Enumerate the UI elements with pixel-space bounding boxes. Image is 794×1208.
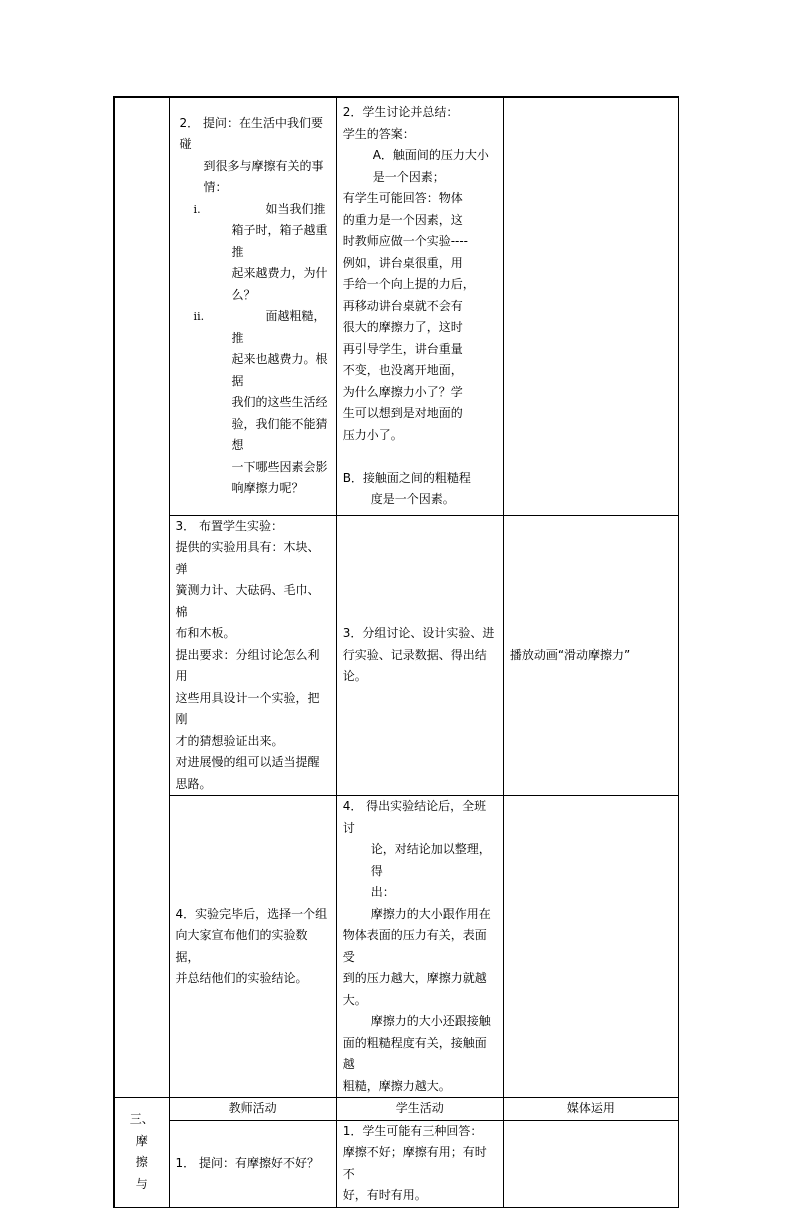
media-text: 播放动画“滑动摩擦力” xyxy=(509,647,631,662)
item-text: 验，我们能不能猜想 xyxy=(231,416,328,453)
section-title-char: 摩 xyxy=(135,1133,148,1148)
cell-line: 布和木板。 xyxy=(175,626,236,640)
student-activity-cell xyxy=(336,1120,503,1207)
cell-line: 才的猜想验证出来。 xyxy=(175,733,284,748)
table-row xyxy=(114,515,679,796)
question-text: 到很多与摩擦有关的事 xyxy=(203,158,324,173)
option-b: B．接触面之间的粗糙程 xyxy=(342,470,471,485)
media-cell xyxy=(503,515,678,796)
cell-line: 3．分组讨论、设计实验、进 xyxy=(342,626,495,640)
cell-line: 簧测力计、大砝码、毛巾、棉 xyxy=(175,583,320,619)
cell-line: 物体表面的压力有关，表面受 xyxy=(342,928,487,964)
roman-label: ii. xyxy=(193,310,205,324)
section-cell-empty xyxy=(114,97,169,1098)
item-text: 面越粗糙，推 xyxy=(231,309,326,345)
cell-line: 向大家宣布他们的实验数据， xyxy=(175,928,308,964)
lesson-plan-table xyxy=(113,96,679,1208)
paragraph-line: 压力小了。 xyxy=(342,427,403,442)
header-student-activity: 学生活动 xyxy=(336,1098,503,1121)
item-text: 起来也越费力。根据 xyxy=(231,352,328,388)
cell-line: 论，对结论加以整理，得 xyxy=(370,842,491,878)
item-text: 如当我们推 xyxy=(265,201,326,216)
roman-label: i. xyxy=(193,202,201,216)
item-text: 一下哪些因素会影 xyxy=(231,459,328,474)
cell-line: 3． 布置学生实验： xyxy=(175,518,283,533)
option-a: 是一个因素； xyxy=(372,169,445,184)
paragraph-line: 生可以想到是对地面的 xyxy=(342,406,463,420)
cell-line: 并总结他们的实验结论。 xyxy=(175,971,308,985)
table-row xyxy=(114,796,679,1098)
cell-line: 1． 提问：有摩擦好不好？ xyxy=(175,1155,319,1170)
question-text: 情： xyxy=(203,180,228,195)
cell-line: 对进展慢的组可以适当提醒 xyxy=(175,755,320,769)
cell-line: 提供的实验用具有：木块、弹 xyxy=(175,540,320,576)
cell-line: 面的粗糙程度有关，接触面越 xyxy=(342,1035,487,1071)
media-cell xyxy=(503,796,678,1098)
paragraph-line: 不变，也没离开地面， xyxy=(342,363,463,377)
header-teacher-activity: 教师活动 xyxy=(169,1098,336,1121)
paragraph-line: 再移动讲台桌就不会有 xyxy=(342,298,463,313)
cell-line: 摩擦力的大小跟作用在 xyxy=(370,906,491,921)
media-cell xyxy=(503,97,678,515)
roman-item-i xyxy=(176,199,330,307)
cell-line: 行实验、记录数据、得出结论。 xyxy=(342,647,487,683)
section-title-char: 与 xyxy=(135,1176,148,1191)
cell-line: 4．实验完毕后，选择一个组 xyxy=(175,906,328,921)
table-row xyxy=(114,97,679,515)
cell-line: 好，有时有用。 xyxy=(342,1188,427,1202)
roman-item-ii xyxy=(176,306,330,500)
student-activity-cell xyxy=(336,97,503,515)
student-activity-cell xyxy=(336,515,503,796)
paragraph-line: 再引导学生，讲台重量 xyxy=(342,341,463,356)
cell-line: 4． 得出实验结论后，全班讨 xyxy=(342,799,487,835)
section-title-char: 擦 xyxy=(135,1155,148,1170)
cell-line: 粗糙，摩擦力越大。 xyxy=(342,1078,451,1093)
paragraph-line: 有学生可能回答：物体 xyxy=(342,191,463,205)
cell-line: 到的压力越大，摩擦力就越大。 xyxy=(342,971,487,1007)
teacher-activity-cell xyxy=(169,1120,336,1207)
paragraph-line: 为什么摩擦力小了？学 xyxy=(342,384,463,399)
item-text: 么？ xyxy=(231,287,256,302)
student-activity-cell xyxy=(336,796,503,1098)
teacher-activity-cell xyxy=(169,515,336,796)
option-a: A．触面间的压力大小 xyxy=(372,148,489,162)
section-title-cell xyxy=(114,1098,169,1208)
option-b: 度是一个因素。 xyxy=(370,492,455,506)
cell-line: 1．学生可能有三种回答： xyxy=(342,1123,483,1138)
paragraph-line: 的重力是一个因素，这 xyxy=(342,212,463,227)
teacher-activity-cell xyxy=(169,97,336,515)
cell-line: 这些用具设计一个实验，把刚 xyxy=(175,690,320,726)
item-text: 箱子时，箱子越重推 xyxy=(231,223,328,259)
header-media: 媒体运用 xyxy=(503,1098,678,1121)
student-heading: 2．学生讨论并总结： xyxy=(342,105,459,119)
table-header-row xyxy=(114,1098,679,1121)
media-cell xyxy=(503,1120,678,1207)
paragraph-line: 例如，讲台桌很重，用 xyxy=(342,255,463,270)
item-text: 起来越费力，为什 xyxy=(231,266,328,281)
blank-line xyxy=(343,446,497,468)
cell-line: 出： xyxy=(370,885,395,899)
paragraph-line: 很大的摩擦力了，这时 xyxy=(342,320,463,334)
answer-label: 学生的答案： xyxy=(342,126,415,141)
section-number: 三、 xyxy=(129,1112,154,1127)
paragraph-line: 时教师应做一个实验---- xyxy=(342,234,469,248)
cell-line: 摩擦力的大小还跟接触 xyxy=(370,1014,491,1028)
teacher-activity-cell xyxy=(169,796,336,1098)
item-number: 2． xyxy=(179,115,200,130)
table-row xyxy=(114,1120,679,1207)
item-text: 我们的这些生活经 xyxy=(231,395,328,410)
cell-line: 提出要求：分组讨论怎么利用 xyxy=(175,647,320,683)
cell-line: 思路。 xyxy=(175,776,212,791)
paragraph-line: 手给一个向上提的力后， xyxy=(342,277,475,291)
cell-line: 摩擦不好；摩擦有用；有时不 xyxy=(342,1145,487,1181)
question-text: 提问：在生活中我们要碰 xyxy=(179,115,324,152)
item-text: 响摩擦力呢？ xyxy=(231,481,304,496)
